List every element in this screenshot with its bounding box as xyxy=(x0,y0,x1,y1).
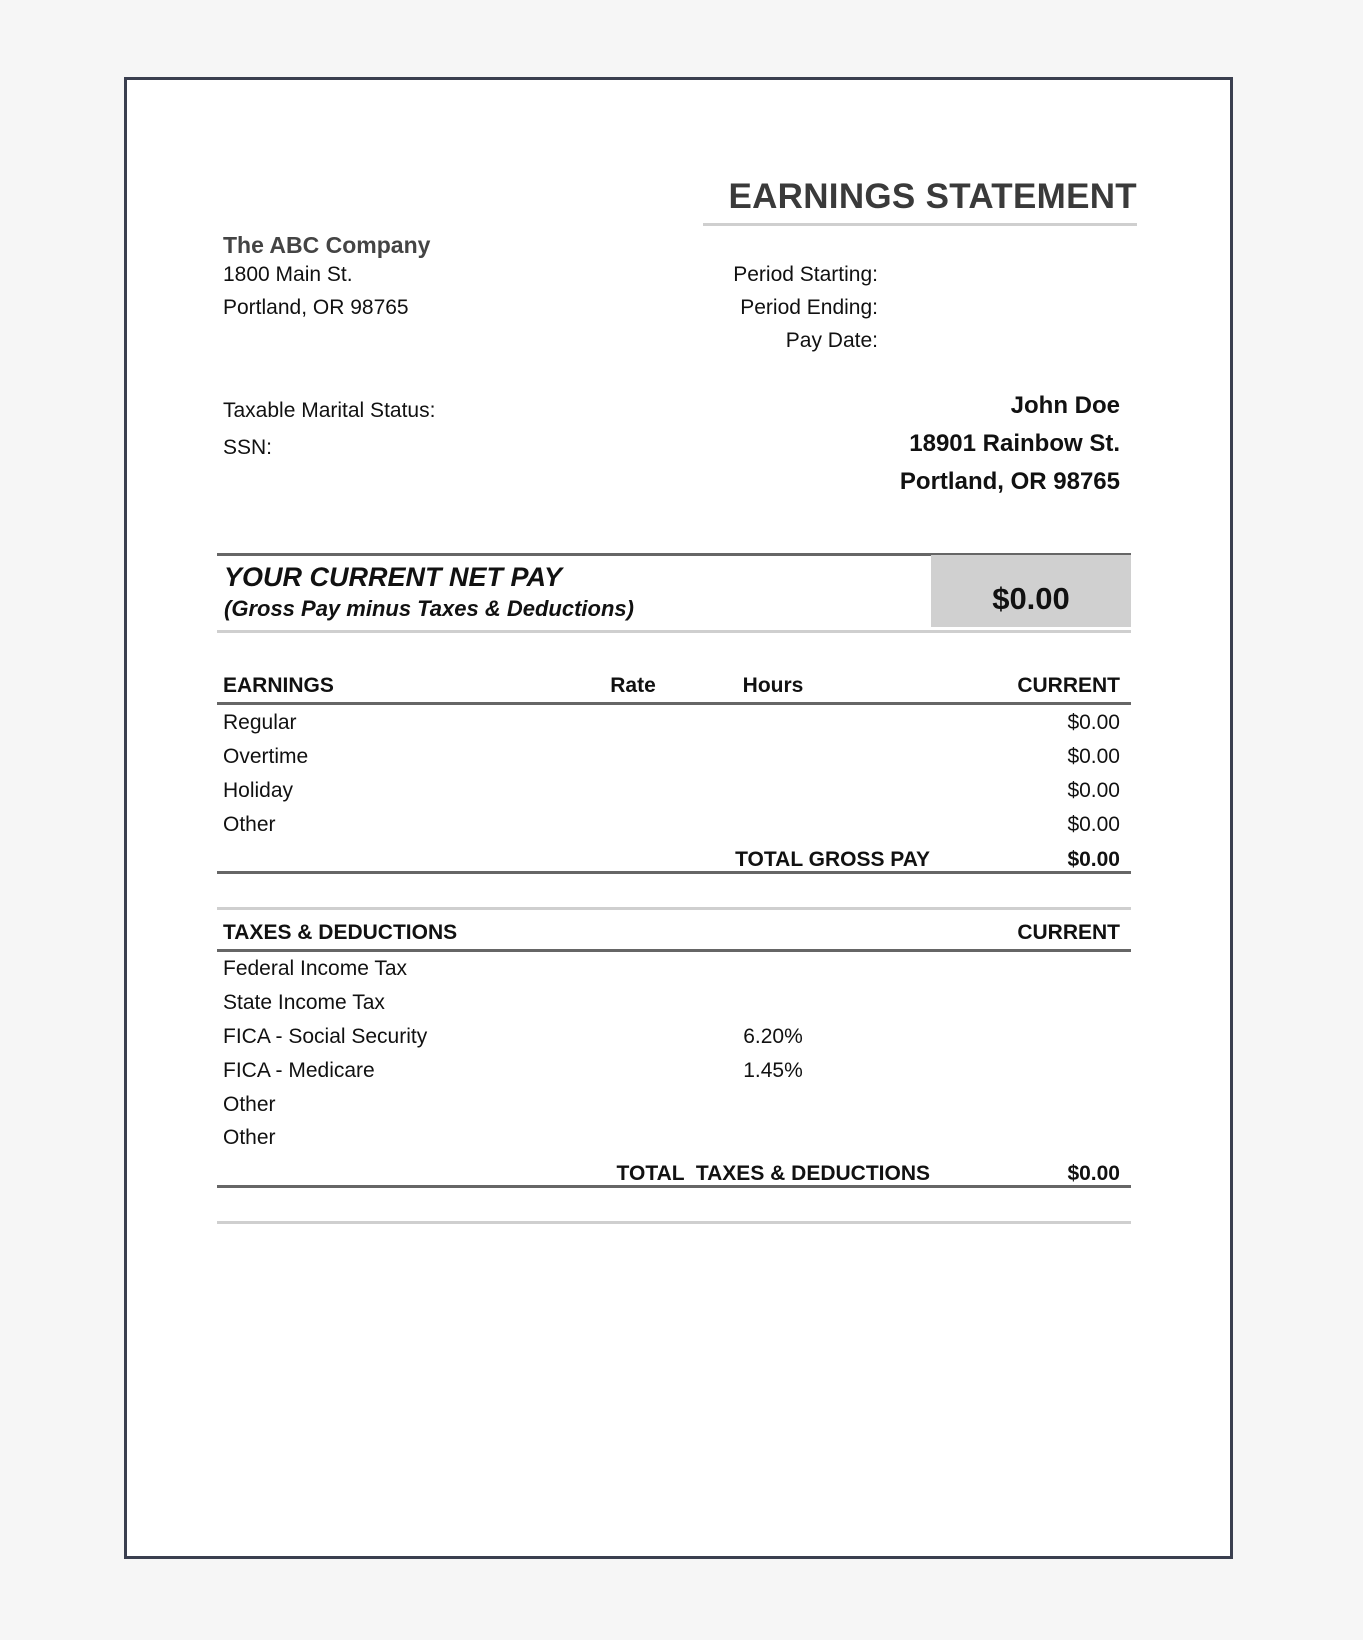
taxes-header-rule xyxy=(217,949,1131,952)
pay-date-label: Pay Date: xyxy=(785,329,878,352)
earnings-row-current: $0.00 xyxy=(1067,745,1120,768)
total-taxes-label: TOTAL TAXES & DEDUCTIONS xyxy=(616,1162,930,1185)
tax-row-label: FICA - Social Security xyxy=(223,1025,428,1048)
company-address-line2: Portland, OR 98765 xyxy=(223,296,409,319)
employee-address-line2: Portland, OR 98765 xyxy=(899,468,1120,495)
company-address-line1: 1800 Main St. xyxy=(223,263,353,286)
earnings-row-current: $0.00 xyxy=(1067,711,1120,734)
ssn-label: SSN: xyxy=(223,436,273,459)
net-pay-sublabel: (Gross Pay minus Taxes & Deductions) xyxy=(224,596,634,621)
tax-row-label: State Income Tax xyxy=(223,991,385,1014)
tax-row-label: Federal Income Tax xyxy=(223,957,408,980)
total-gross-pay-label: TOTAL GROSS PAY xyxy=(735,848,930,871)
company-name: The ABC Company xyxy=(223,232,431,258)
earnings-current-header: CURRENT xyxy=(1017,674,1120,697)
taxes-header: TAXES & DEDUCTIONS xyxy=(223,921,458,944)
earnings-total-rule-top xyxy=(217,871,1131,874)
rate-header: Rate xyxy=(610,674,656,697)
net-pay-value: $0.00 xyxy=(931,555,1131,627)
earnings-row-current: $0.00 xyxy=(1067,813,1120,836)
tax-row-label: Other xyxy=(223,1093,276,1116)
taxes-total-rule-bottom xyxy=(217,1221,1131,1224)
earnings-header-rule xyxy=(217,702,1131,705)
earnings-row-label: Other xyxy=(223,813,276,836)
marital-status-label: Taxable Marital Status: xyxy=(223,399,436,422)
tax-row-rate: 1.45% xyxy=(743,1059,803,1082)
period-starting-label: Period Starting: xyxy=(733,263,878,286)
employee-name: John Doe xyxy=(1010,392,1120,419)
net-pay-box xyxy=(217,553,1131,633)
employee-address-line1: 18901 Rainbow St. xyxy=(909,430,1120,457)
earnings-row-current: $0.00 xyxy=(1067,779,1120,802)
total-gross-pay-value: $0.00 xyxy=(1067,848,1120,871)
earnings-statement-page xyxy=(124,77,1233,1559)
earnings-header: EARNINGS xyxy=(223,674,334,697)
tax-row-label: Other xyxy=(223,1126,276,1149)
document-title: EARNINGS STATEMENT xyxy=(703,177,1137,226)
earnings-total-rule-bottom xyxy=(217,907,1131,910)
earnings-row-label: Regular xyxy=(223,711,297,734)
tax-row-rate: 6.20% xyxy=(743,1025,803,1048)
earnings-row-label: Overtime xyxy=(223,745,309,768)
hours-header: Hours xyxy=(742,674,804,697)
net-pay-label: YOUR CURRENT NET PAY xyxy=(224,562,563,592)
tax-row-label: FICA - Medicare xyxy=(223,1059,375,1082)
taxes-current-header: CURRENT xyxy=(1017,921,1120,944)
earnings-row-label: Holiday xyxy=(223,779,294,802)
period-ending-label: Period Ending: xyxy=(740,296,878,319)
total-taxes-value: $0.00 xyxy=(1067,1162,1120,1185)
